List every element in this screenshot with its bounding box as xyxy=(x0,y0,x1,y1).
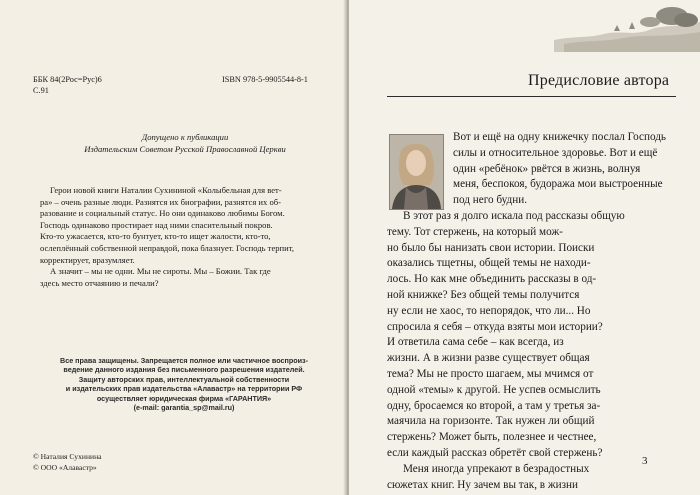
preface-block-1 xyxy=(453,130,676,209)
rights-line: Все права защищены. Запрещается полное или частичное воспроиз- xyxy=(60,356,308,365)
preface-line: лось. Но как мне объединить рассказы в од- xyxy=(387,273,597,286)
udk-code: С.91 xyxy=(33,86,49,95)
approval-line-1: Допущено к публикации xyxy=(141,132,229,142)
rights-line: осуществляет юридическая фирма «ГАРАНТИЯ» xyxy=(96,393,272,403)
preface-line: оказались тщетны, общей темы не находи- xyxy=(387,257,591,270)
rights-line: Защиту авторских прав, интеллектуальной собственности xyxy=(78,374,290,384)
preface-line: стержень? Может быть, полезнее и честнее, xyxy=(387,431,597,444)
annotation-line: ослеплённый собственной неправдой, пока блазнует. Господь терпит, xyxy=(40,242,295,253)
preface-line: жизни. А в жизни разве существует общая xyxy=(387,352,590,365)
annotation-line: ра» – очень разные люди. Разнятся их биографии, разнятся их об- xyxy=(40,196,281,207)
annotation-line: здесь место отчаянию и печали? xyxy=(40,277,159,288)
annotation-line: корректирует, вразумляет. xyxy=(40,254,135,265)
copyright-author: © Наталия Сухинина xyxy=(33,452,102,461)
preface-line: ну если не хаос, то непорядок, что ли... Но xyxy=(387,304,591,317)
preface-line: спросила я себя – откуда взяты мои истории? xyxy=(387,320,603,333)
preface-line: если каждый рассказ обретёт свой стержень? xyxy=(387,446,603,459)
left-page xyxy=(0,0,347,495)
preface-line: один «ребёнок» рвётся в жизнь, волнуя xyxy=(453,162,641,175)
annotation-line: А значит – мы не одни. Мы не сироты. Мы – Божии. Так где xyxy=(50,266,271,277)
isbn: ISBN 978-5-9905544-8-1 xyxy=(222,75,308,84)
preface-line: И ответила сама себе – как всегда, из xyxy=(387,336,564,349)
annotation xyxy=(40,185,325,289)
copyright-publisher: © ООО «Алавастр» xyxy=(33,463,97,472)
preface-line: одну, бросаемся ко второй, а там у третья за- xyxy=(387,399,601,412)
preface-line: Меня иногда упрекают в безрадостных xyxy=(403,462,590,475)
preface-line: силы и относительное здоровье. Вот и ещё xyxy=(453,146,658,159)
rights-line: и издательских прав издательства «Алавастр» на территории РФ xyxy=(65,384,303,394)
preface-line: тему. Тот стержень, на который мож- xyxy=(387,225,563,238)
chapter-title: Предисловие автора xyxy=(528,72,670,89)
preface-line: одной «темы» к другой. Не успев осмыслить xyxy=(387,383,601,396)
preface-line: меня, беспокоя, будоража мои выстроенные xyxy=(453,178,663,191)
preface-block-2 xyxy=(387,209,676,493)
author-portrait-icon xyxy=(390,135,443,209)
rights-line: (e-mail: garantia_sp@mail.ru) xyxy=(133,403,235,413)
preface-line: сюжетах книг. Ну зачем вы так, в жизни xyxy=(387,478,578,491)
preface-line: Вот и ещё на одну книжечку послал Господь xyxy=(453,131,667,143)
author-photo xyxy=(389,134,444,210)
annotation-line: разование и социальный статус. Но они одинаково любимы Богом. xyxy=(40,208,285,219)
preface-line: но было бы нанизать свои истории. Поиски xyxy=(387,241,595,254)
annotation-line: Герои новой книги Наталии Сухининой «Колыбельная для вет- xyxy=(50,185,282,195)
preface-line: маячила на горизонте. Так нужен ли общий xyxy=(387,415,595,428)
right-page xyxy=(349,0,700,495)
rights-notice xyxy=(52,356,316,412)
title-rule xyxy=(387,96,676,97)
decorative-landscape-icon xyxy=(554,0,700,52)
bbk-code: ББК 84(2Рос=Рус)6 xyxy=(33,75,102,84)
approval-line-2: Издательским Советом Русской Православной Церкви xyxy=(84,144,286,154)
annotation-line: Кто-то ужасается, кто-то бунтует, кто-то ищет жалости, кто-то, xyxy=(40,231,271,242)
preface-line: под него будни. xyxy=(453,194,528,207)
annotation-line: Господь одинаково простирает над ними спасительный покров. xyxy=(40,219,273,230)
preface-line: В этот раз я долго искала под рассказы общую xyxy=(403,210,625,222)
preface-line: ной книжке? Без общей темы получится xyxy=(387,288,580,301)
page-number: 3 xyxy=(642,455,648,467)
preface-line: тема? Мы не просто шагаем, мы мчимся от xyxy=(387,367,594,380)
rights-line: ведение данного издания без письменного разрешения издателей. xyxy=(63,365,305,375)
